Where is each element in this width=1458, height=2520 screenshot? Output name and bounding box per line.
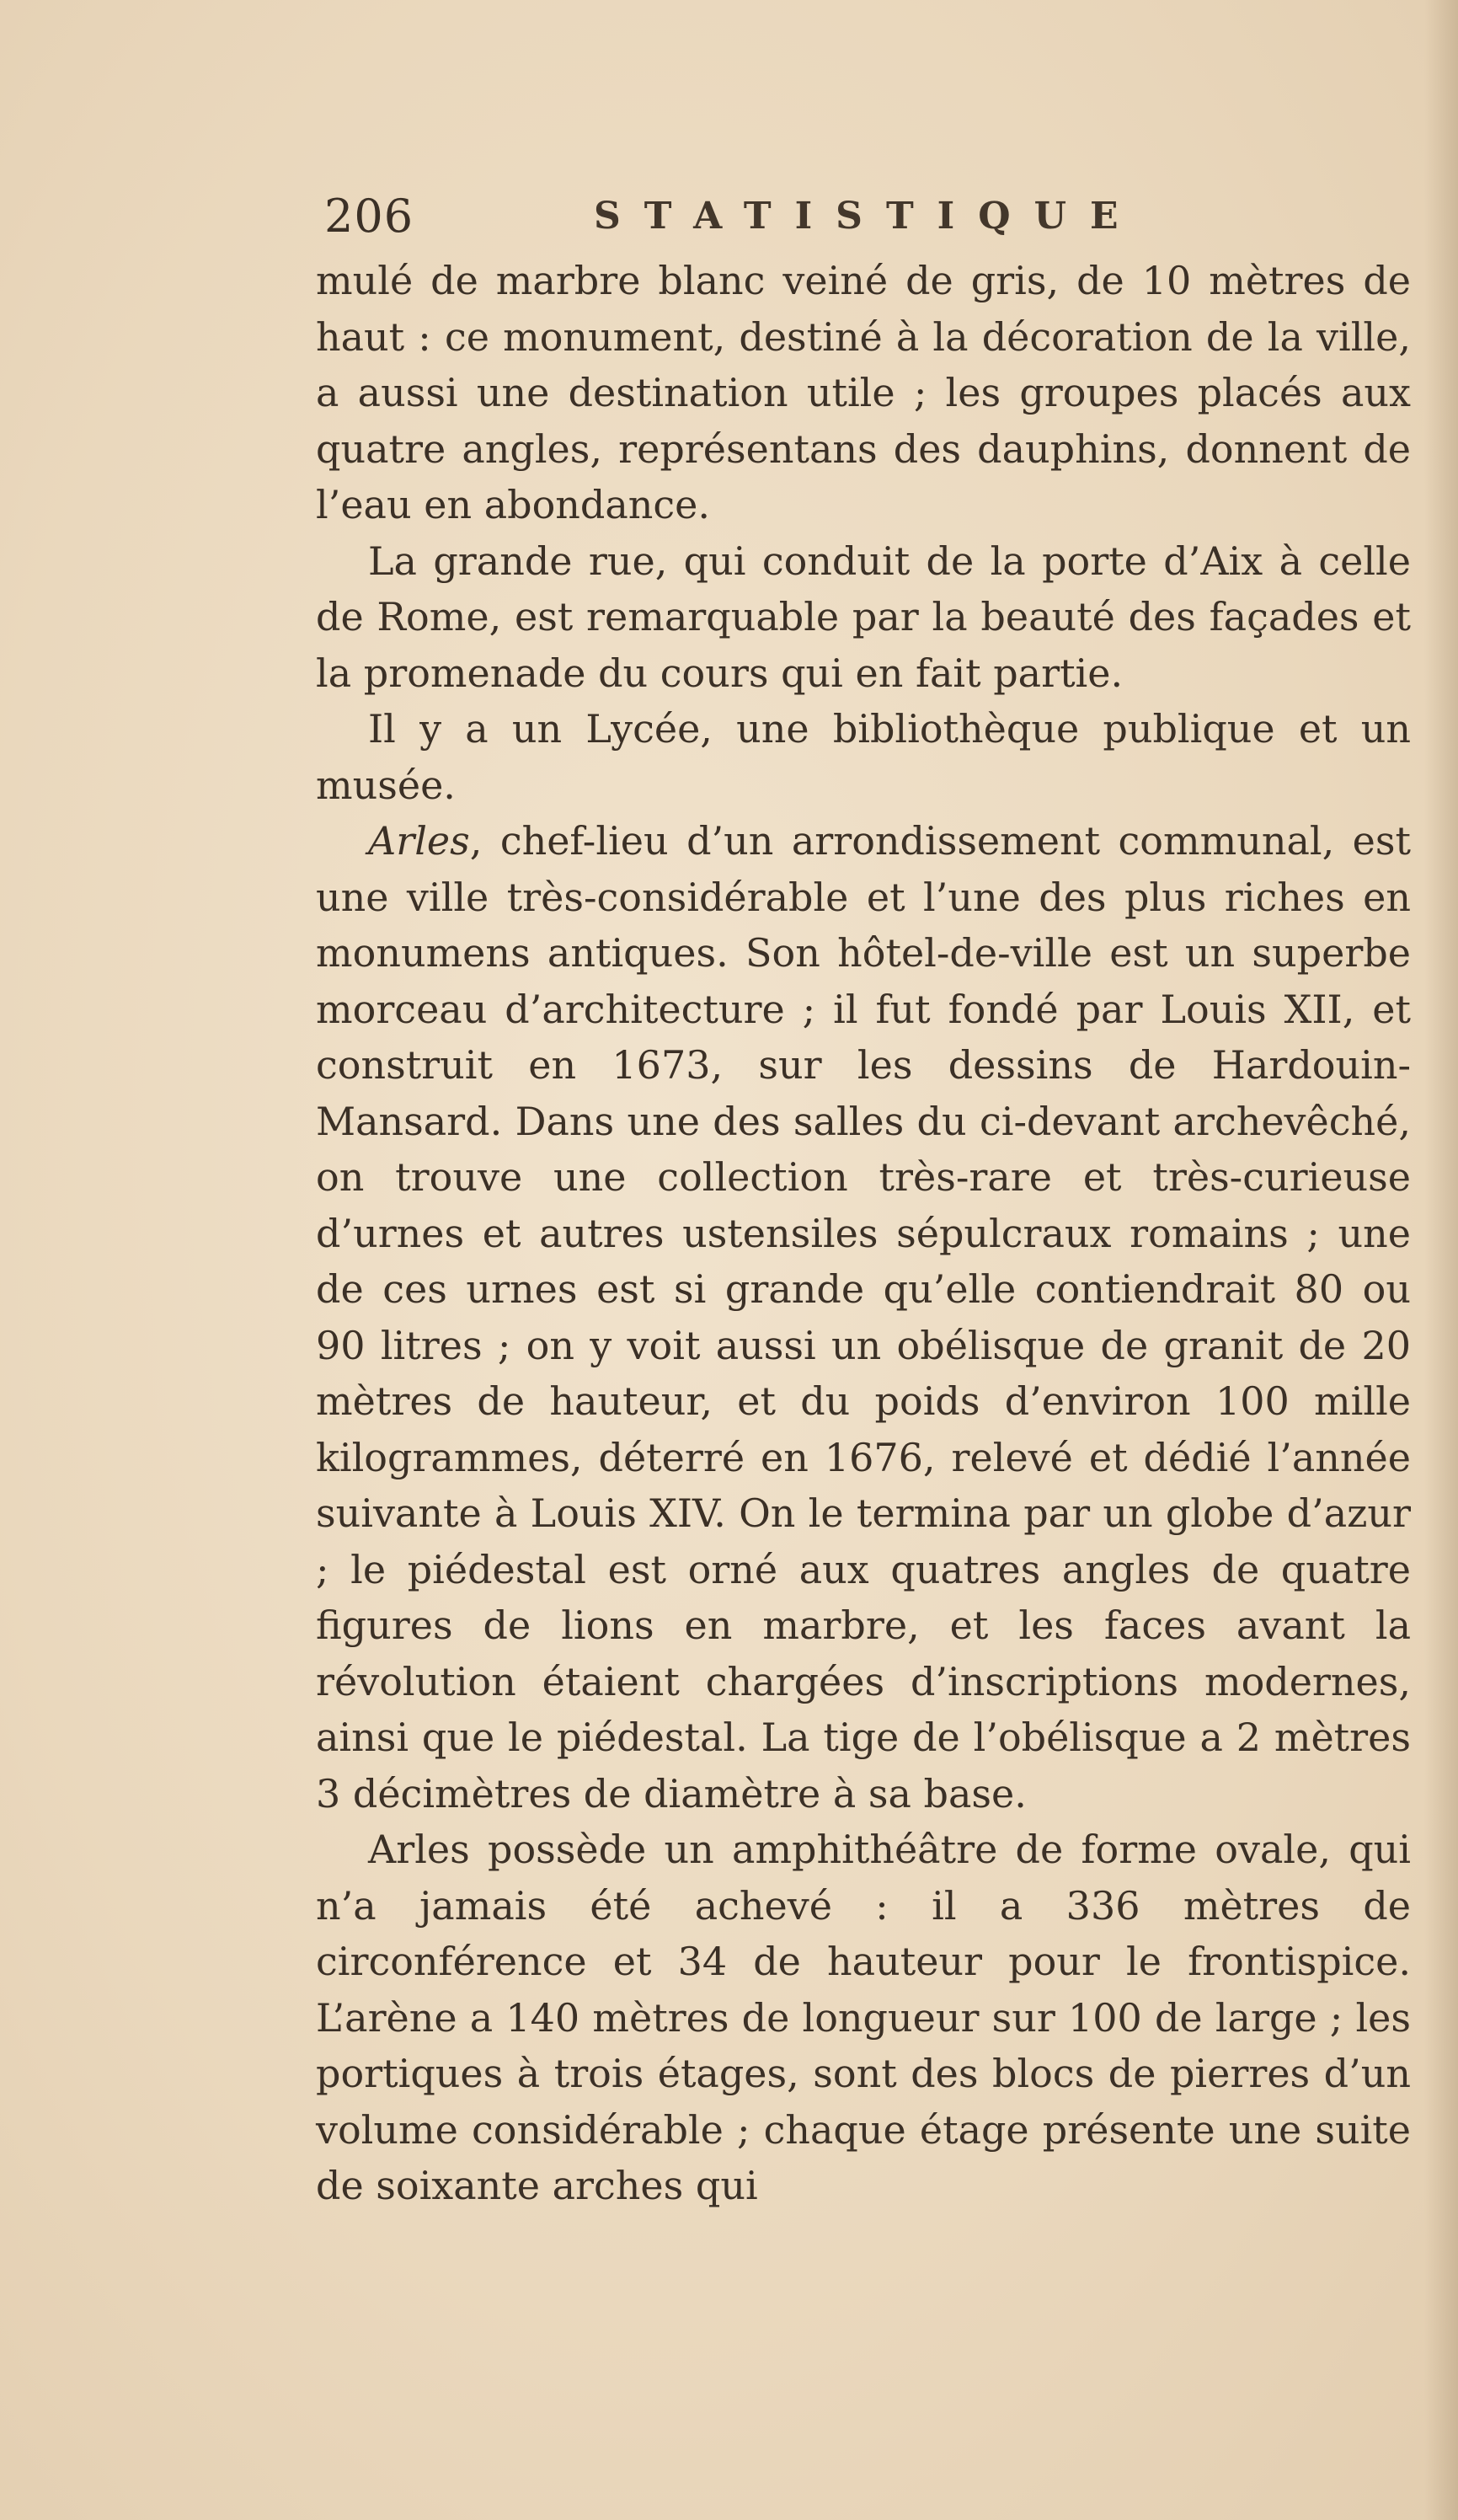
place-name-arles: Arles: [368, 818, 470, 864]
paragraph-4: [316, 813, 1411, 1822]
paragraph-4-text: , chef-lieu d’un arrondissement communal, est une ville très-considérable et l’une des plus riches en monumens antiques. Son hôtel-de-ville est un superbe morceau d’architecture ; il fut fondé par Louis XII, et construit en 1673, sur les dessins de Hardouin-Mansard. Dans une des salles du ci-devant archevêché, on trouve une collection très-rare et très-curieuse d’urnes et autres ustensiles sépulcraux romains ; une de ces urnes est si grande qu’elle contiendrait 80 ou 90 litres ; on y voit aussi un obélisque de granit de 20 mètres de hauteur, et du poids d’environ 100 mille kilogrammes, déterré en 1676, relevé et dédié l’année suivante à Louis XIV. On le termina par un globe d’azur ; le piédestal est orné aux quatres angles de quatre figures de lions en marbre, et les faces avant la révolution étaient chargées d’inscriptions modernes, ainsi que le piédestal. La tige de l’obélisque a 2 mètres 3 décimètres de diamètre à sa base.: [316, 818, 1411, 1816]
running-title: STATISTIQUE: [594, 195, 1142, 238]
paragraph-2: La grande rue, qui conduit de la porte d’Aix à celle de Rome, est remarquable par la beauté des façades et la promenade du cours qui en fait partie.: [316, 538, 1411, 696]
page-header: [324, 187, 1436, 246]
paragraph-1: mulé de marbre blanc veiné de gris, de 10 mètres de haut : ce monument, destiné à la décoration de la ville, a aussi une destination utile ; les groupes placés aux quatre angles, représentans des dauphins, donnent de l’eau en abondance.: [316, 258, 1411, 527]
paragraph-3: Il y a un Lycée, une bibliothèque publique et un musée.: [316, 706, 1411, 808]
body-text: [316, 253, 1411, 2214]
page-edge-shadow: [1424, 0, 1458, 2520]
paragraph-5: Arles possède un amphithéâtre de forme ovale, qui n’a jamais été achevé : il a 336 mètres de circonférence et 34 de hauteur pour le frontispice. L’arène a 140 mètres de longueur sur 100 de large ; les portiques à trois étages, sont des blocs de pierres d’un volume considérable ; chaque étage présente une suite de soixante arches qui: [316, 1827, 1411, 2208]
page-number: 206: [324, 190, 414, 243]
